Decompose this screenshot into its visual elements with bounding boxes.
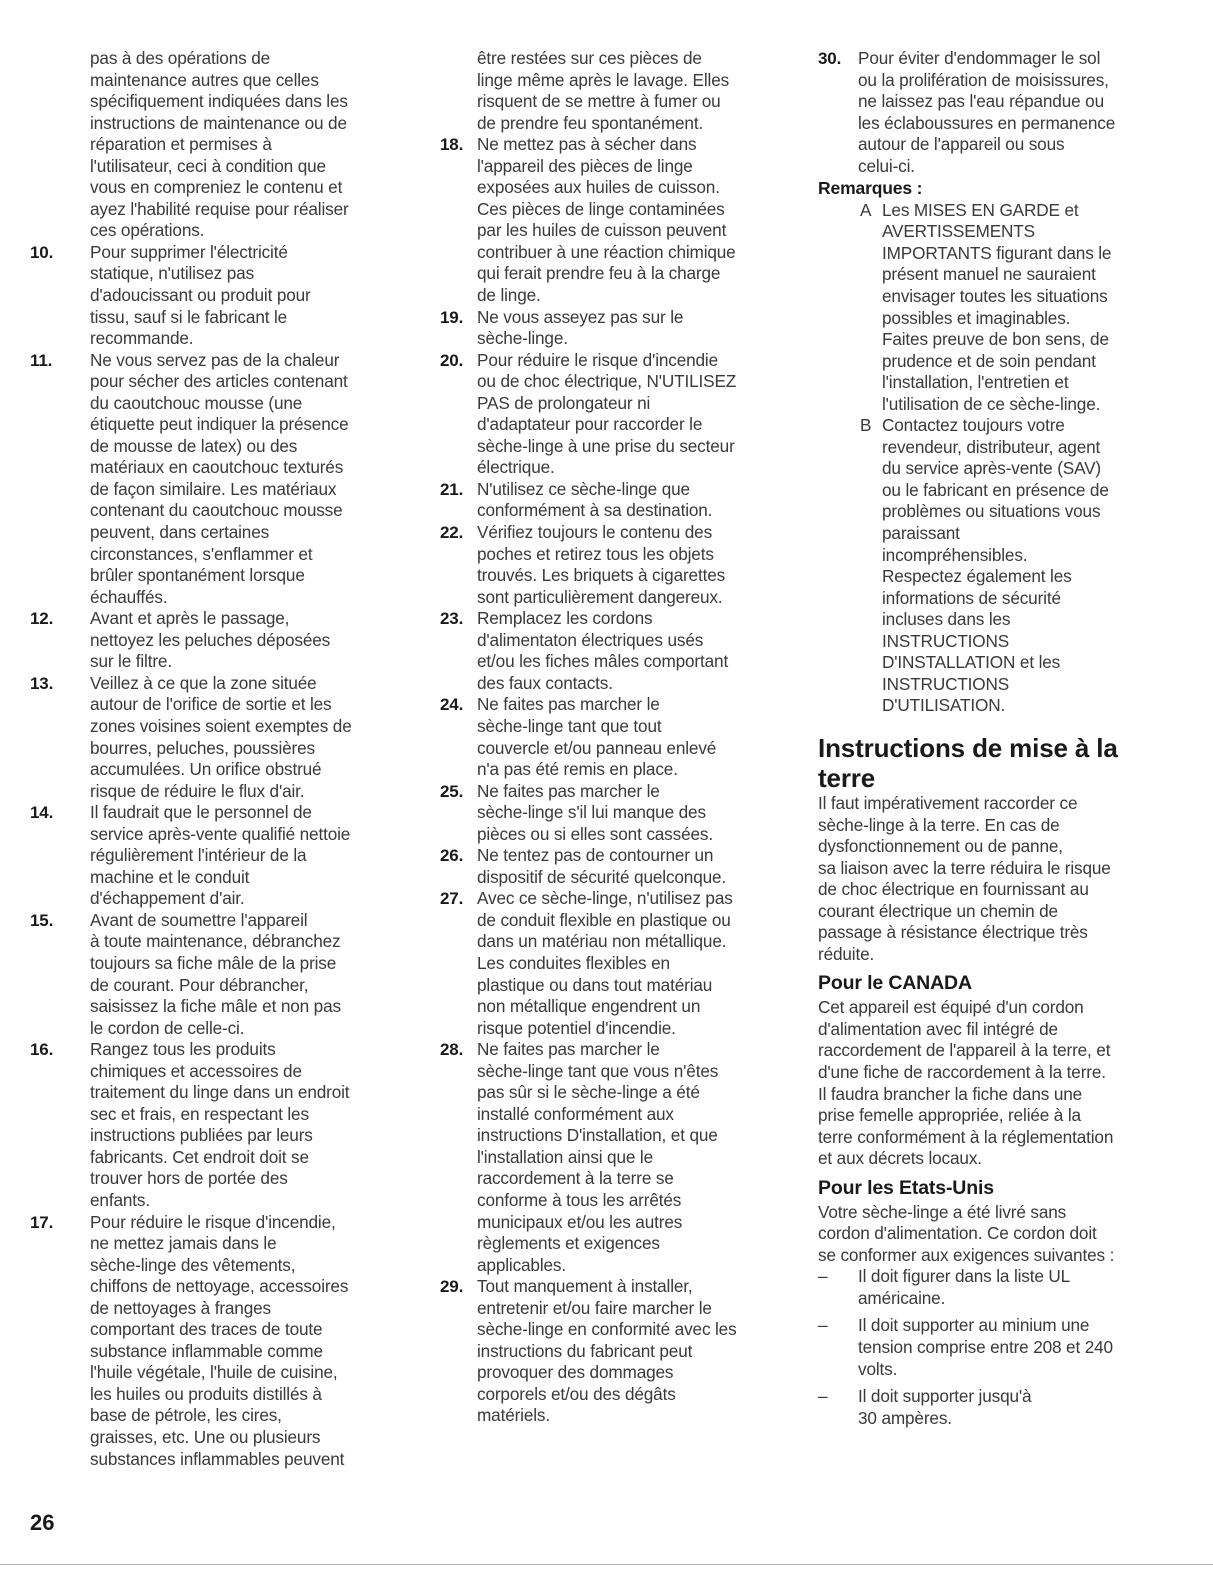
remark-text: Les MISES EN GARDE et AVERTISSEMENTS IMPORTANTS figurant dans le présent manuel ne sauraient envisager toutes les situations possibles et imaginables. Faites preuve de bon sens, de prudence et de soin pendant l'installation, l'entretien et l'utilisation de ce sèche-linge. [882, 199, 1112, 414]
grounding-paragraph: Il faut impérativement raccorder ce sèche-linge à la terre. En cas de dysfonctionnement ou de panne, sa liaison avec la terre réduira le risque de choc électrique en fournissant au courant électrique un chemin de passage à résistance électrique très réduite. [818, 792, 1111, 964]
item-number: 21. [440, 479, 464, 499]
list-item [30, 910, 410, 1039]
canada-paragraph: Cet appareil est équipé d'un cordon d'alimentation avec fil intégré de raccordement de l'appareil à la terre, et d'une fiche de raccordement à la terre. Il faudra brancher la fiche dans une prise femelle appropriée, reliée à la terre conformément à la réglementation et aux décrets locaux. [818, 997, 1114, 1169]
item-number: 18. [440, 135, 464, 155]
column-3 [818, 48, 1188, 1435]
item-text: Pour réduire le risque d'incendie, ne mettez jamais dans le sèche-linge des vêtements, chiffons de nettoyage, accessoires de nettoyages à franges comportant des traces de toute substance inflammable comme l'huile végétale, l'huile de cuisine, les huiles ou produits distillés à base de pétrole, les cires, graisses, etc. Une ou plusieurs substances inflammables peuvent [90, 1211, 349, 1469]
continuation-block [440, 48, 800, 134]
remark-item [818, 200, 1188, 415]
list-item [818, 48, 1188, 177]
remark-text: Contactez toujours votre revendeur, distributeur, agent du service après-vente (SAV) ou le fabricant en présence de problèmes ou situations vous paraissant incompréhensibles. Respectez également les informations de sécurité incluses dans les INSTRUCTIONS D'INSTALLATION et les INSTRUCTIONS D'UTILISATION. [882, 415, 1109, 716]
canada-heading: Pour le CANADA [818, 972, 972, 995]
item-number: 19. [440, 307, 464, 327]
list-item [30, 802, 410, 910]
page-number: 26 [30, 1510, 55, 1535]
list-item [440, 1039, 800, 1276]
item-text: Rangez tous les produits chimiques et accessoires de traitement du linge dans un endroit sec et frais, en respectant les instructions publiées par leurs fabricants. Cet endroit doit se trouver hors de portée des enfants. [90, 1039, 350, 1210]
grounding-heading: Instructions de mise à la terre [818, 732, 1118, 793]
list-item [440, 1276, 800, 1427]
dash-icon: – [818, 1315, 828, 1336]
bullet-text: Il doit figurer dans la liste UL américaine. [858, 1266, 1071, 1308]
item-text: Avec ce sèche-linge, n'utilisez pas de conduit flexible en plastique ou dans un matériau non métallique. Les conduites flexibles en plastique ou dans tout matériau non métallique engendrent un risque potentiel d'incendie. [477, 888, 733, 1038]
list-item [440, 479, 800, 522]
item-number: 16. [30, 1040, 54, 1060]
item-text: Veillez à ce que la zone située autour de l'orifice de sortie et les zones voisines soient exemptes de bourres, peluches, poussières accumulées. Un orifice obstrué risque de réduire le flux d'air. [90, 672, 352, 801]
column-2 [440, 48, 800, 1427]
list-item [440, 522, 800, 608]
item-number: 13. [30, 673, 54, 693]
bullet-item [818, 1386, 1188, 1429]
list-item [30, 1039, 410, 1211]
item-text: N'utilisez ce sèche-linge que conformément à sa destination. [477, 478, 713, 521]
list-item [440, 781, 800, 846]
item-text: Ne vous servez pas de la chaleur pour sécher des articles contenant du caoutchouc mousse (une étiquette peut indiquer la présence de mousse de latex) ou des matériaux en caoutchouc texturés de façon similaire. Les matériaux contenant du caoutchouc mousse peuvent, dans certaines circonstances, s'enflammer et brûler spontanément lorsque échauffés. [90, 349, 349, 607]
dash-icon: – [818, 1386, 828, 1407]
bullet-text: Il doit supporter au minium une tension comprise entre 208 et 240 volts. [858, 1315, 1113, 1379]
list-item [440, 694, 800, 780]
item-number: 24. [440, 695, 464, 715]
item-number: 22. [440, 523, 464, 543]
item-text: Ne mettez pas à sécher dans l'appareil des pièces de linge exposées aux huiles de cuisson. Ces pièces de linge contaminées par les huiles de cuisson peuvent contribuer à une réaction chimique qui ferait prendre feu à la charge de linge. [477, 134, 736, 306]
remarks-title: Remarques : [818, 178, 923, 199]
item-number: 10. [30, 242, 54, 262]
item-number: 17. [30, 1212, 54, 1232]
item-number: 14. [30, 803, 54, 823]
list-item [440, 845, 800, 888]
item-number: 27. [440, 889, 464, 909]
item-number: 20. [440, 350, 464, 370]
bullet-text: Il doit supporter jusqu'à 30 ampères. [858, 1386, 1032, 1428]
item-text: Tout manquement à installer, entretenir et/ou faire marcher le sèche-linge en conformité avec les instructions du fabricant peut provoquer des dommages corporels et/ou des dégâts matériels. [477, 1276, 737, 1426]
dash-icon: – [818, 1266, 828, 1287]
item-number: 28. [440, 1040, 464, 1060]
usa-heading: Pour les Etats-Unis [818, 1176, 994, 1199]
item-number: 26. [440, 846, 464, 866]
list-item [440, 307, 800, 350]
list-item [30, 242, 410, 350]
list-item [440, 608, 800, 694]
list-item [440, 888, 800, 1039]
item-text: Ne faites pas marcher le sèche-linge tant que vous n'êtes pas sûr si le sèche-linge a été installé conformément aux instructions D'installation, et que l'installation ainsi que le raccordement à la terre se conforme à tous les arrêtés municipaux et/ou les autres règlements et exigences applicables. [477, 1039, 719, 1275]
bullet-item [818, 1315, 1188, 1380]
list-item [30, 608, 410, 673]
item-text: Vérifiez toujours le contenu des poches et retirez tous les objets trouvés. Les briquets à cigarettes sont particulièrement dangereux. [477, 522, 726, 607]
item-text: Pour supprimer l'électricité statique, n'utilisez pas d'adoucissant ou produit pour tissu, sauf si le fabricant le recommande. [90, 241, 311, 349]
bullet-item [818, 1266, 1188, 1309]
column-1 [30, 48, 410, 1470]
list-item [440, 350, 800, 479]
item-number: 23. [440, 609, 464, 629]
item-text: Pour réduire le risque d'incendie ou de choc électrique, N'UTILISEZ PAS de prolongateur ni d'adaptateur pour raccorder le sèche-linge à une prise du secteur électrique. [477, 349, 737, 478]
item-text: Il faudrait que le personnel de service après-vente qualifié nettoie régulièrement l'intérieur de la machine et le conduit d'échappement d'air. [90, 802, 351, 909]
usa-paragraph: Votre sèche-linge a été livré sans cordon d'alimentation. Ce cordon doit se conformer aux exigences suivantes : [818, 1201, 1115, 1265]
item-text: Pour éviter d'endommager le sol ou la prolifération de moisissures, ne laissez pas l'eau répandue ou les éclaboussures en permanence autour de l'appareil ou sous celui-ci. [858, 48, 1116, 176]
item-text: Avant et après le passage, nettoyez les peluches déposées sur le filtre. [90, 608, 331, 672]
remark-letter: B [860, 415, 872, 436]
list-item [30, 1212, 410, 1471]
list-item [30, 350, 410, 609]
remark-item [818, 415, 1188, 717]
item-number: 12. [30, 609, 54, 629]
item-number: 29. [440, 1277, 464, 1297]
remark-letter: A [860, 199, 872, 220]
footer-divider [0, 1564, 1213, 1565]
item-number: 25. [440, 781, 464, 801]
list-item [440, 134, 800, 306]
item-number: 11. [30, 350, 53, 370]
item-text: Ne tentez pas de contourner un dispositif de sécurité quelconque. [477, 845, 727, 887]
item-text: Ne faites pas marcher le sèche-linge s'il lui manque des pièces ou si elles sont cassées. [477, 780, 713, 844]
item-text: Ne vous asseyez pas sur le sèche-linge. [477, 306, 684, 349]
continuation-text: être restées sur ces pièces de linge même après le lavage. Elles risquent de se mettre à fumer ou de prendre feu spontanément. [477, 48, 730, 133]
item-number: 30. [818, 49, 842, 68]
item-text: Ne faites pas marcher le sèche-linge tant que tout couvercle et/ou panneau enlevé n'a pas été remis en place. [477, 694, 717, 780]
item-number: 15. [30, 910, 54, 930]
list-item [30, 673, 410, 802]
continuation-block [30, 48, 410, 242]
continuation-text: pas à des opérations de maintenance autres que celles spécifiquement indiquées dans les instructions de maintenance ou de réparation et permises à l'utilisateur, ceci à condition que vous en compreniez le contenu et ayez l'habilité requise pour réaliser ces opérations. [90, 48, 349, 241]
item-text: Remplacez les cordons d'alimentaton électriques usés et/ou les fiches mâles comportant des faux contacts. [477, 608, 729, 693]
item-text: Avant de soumettre l'appareil à toute maintenance, débranchez toujours sa fiche mâle de la prise de courant. Pour débrancher, saisissez la fiche mâle et non pas le cordon de celle-ci. [90, 909, 341, 1038]
